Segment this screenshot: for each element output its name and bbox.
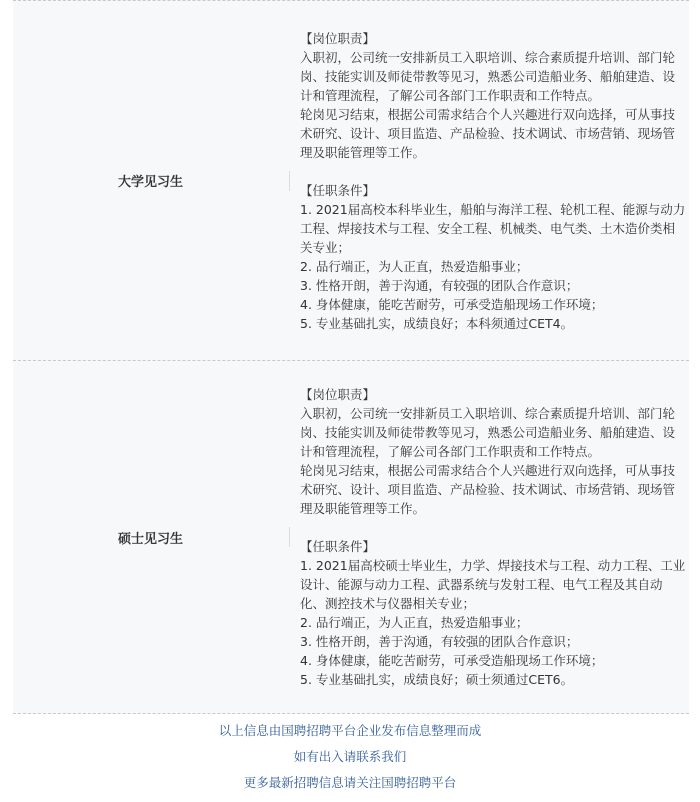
duty-line: 轮岗见习结束，根据公司需求结合个人兴趣进行双向选择，可从事技术研究、设计、项目监造、产品检验、技术调试、市场营销、现场管理及职能管理等工作。 bbox=[300, 106, 676, 160]
footer-source-note[interactable]: 以上信息由国聘招聘平台企业发布信息整理而成 bbox=[218, 723, 482, 738]
requirement-line: 4. 身体健康，能吃苦耐劳，可承受造船现场工作环境； bbox=[300, 296, 604, 312]
requirement-line: 5. 专业基础扎实，成绩良好；硕士须通过CET6。 bbox=[300, 672, 574, 687]
requirement-line: 3. 性格开朗，善于沟通，有较强的团队合作意识； bbox=[300, 277, 579, 293]
duty-line: 入职初，公司统一安排新员工入职培训、综合素质提升培训、部门轮岗、技能实训及师徒带教等见习，熟悉公司造船业务、船舶建造、设计和管理流程，了解公司各部门工作职责和工作特点。 bbox=[300, 49, 676, 103]
requirement-line: 1. 2021届高校硕士毕业生，力学、焊接技术与工程、动力工程、工业设计、能源与动力工程、武器系统与发射工程、电气工程及其自动化、测控技术与仪器相关专业； bbox=[300, 558, 686, 611]
duty-line: 轮岗见习结束，根据公司需求结合个人兴趣进行双向选择，可从事技术研究、设计、项目监造、产品检验、技术调试、市场营销、现场管理及职能管理等工作。 bbox=[300, 463, 676, 516]
footer-follow-note[interactable]: 更多最新招聘信息请关注国聘招聘平台 bbox=[243, 775, 457, 790]
requirement-line: 1. 2021届高校本科毕业生，船舶与海洋工程、轮机工程、能源与动力工程、焊接技术与工程、安全工程、机械类、电气类、土木造价类相关专业； bbox=[300, 201, 686, 255]
requirement-line: 3. 性格开朗，善于沟通，有较强的团队合作意识； bbox=[300, 634, 579, 649]
job-row-master bbox=[13, 361, 689, 714]
duty-heading: 【岗位职责】 bbox=[300, 387, 376, 402]
requirement-line: 4. 身体健康，能吃苦耐劳，可承受造船现场工作环境； bbox=[300, 653, 604, 668]
column-divider bbox=[289, 171, 290, 191]
requirement-line: 2. 品行端正，为人正直，热爱造船事业； bbox=[300, 615, 529, 630]
requirement-line: 5. 专业基础扎实，成绩良好；本科须通过CET4。 bbox=[300, 315, 574, 331]
job-description bbox=[300, 29, 689, 333]
spacer bbox=[300, 162, 687, 181]
duty-heading: 【岗位职责】 bbox=[300, 30, 376, 46]
requirement-line: 2. 品行端正，为人正直，热爱造船事业； bbox=[300, 258, 529, 274]
job-title: 大学见习生 bbox=[118, 175, 184, 190]
footer-contact-note[interactable]: 如有出入请联系我们 bbox=[293, 749, 407, 764]
job-description bbox=[300, 385, 689, 689]
job-row-undergrad bbox=[13, 0, 689, 361]
column-divider bbox=[289, 527, 290, 547]
job-table bbox=[13, 0, 689, 714]
requirement-heading: 【任职条件】 bbox=[300, 182, 376, 198]
requirement-heading: 【任职条件】 bbox=[300, 539, 376, 554]
job-title: 硕士见习生 bbox=[118, 531, 184, 547]
duty-line: 入职初，公司统一安排新员工入职培训、综合素质提升培训、部门轮岗、技能实训及师徒带教等见习，熟悉公司造船业务、船舶建造、设计和管理流程，了解公司各部门工作职责和工作特点。 bbox=[300, 406, 676, 459]
spacer bbox=[300, 518, 687, 537]
